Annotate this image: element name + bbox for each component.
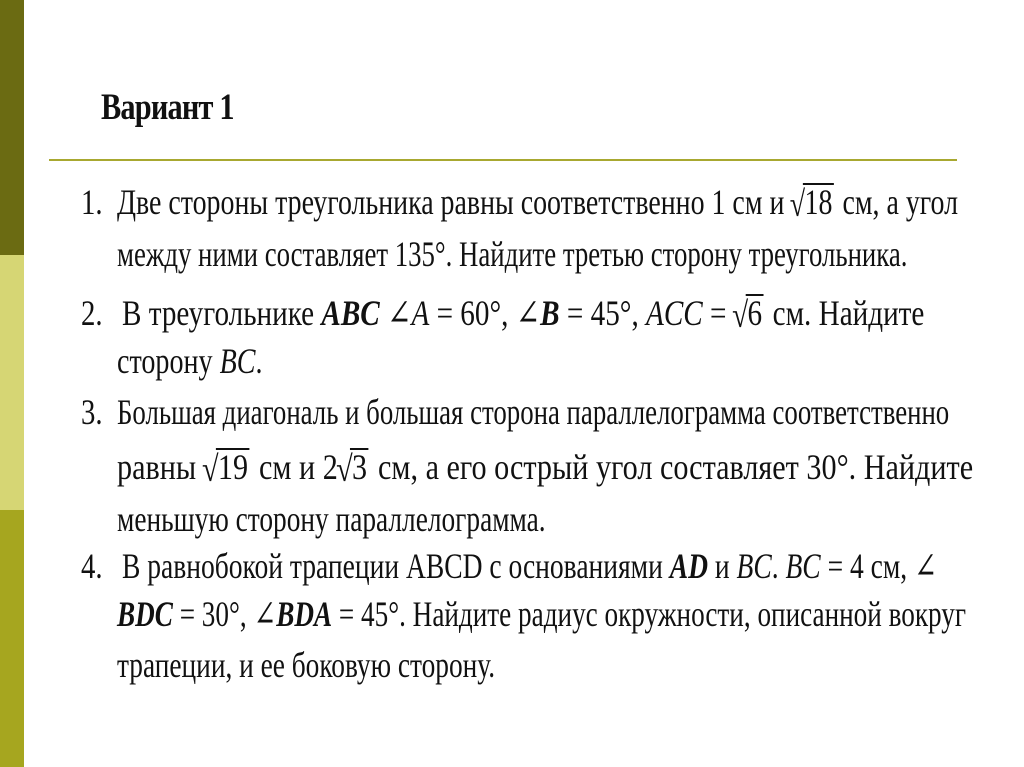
sqrt-symbol: √ 3 [336, 447, 368, 489]
sqrt-symbol: √ 6 [732, 293, 763, 335]
text-span: В равнобокой трапеции ABCD с основаниями [122, 546, 670, 586]
sqrt-symbol: √ 19 [202, 447, 249, 489]
sqrt-argument: 18 [804, 182, 833, 222]
slide-title: Вариант 1 [101, 87, 234, 128]
problem-4-line-2 [117, 594, 966, 634]
text-span: = [702, 293, 734, 333]
sqrt-argument: 6 [747, 293, 763, 333]
problem-3-line-2 [117, 447, 973, 487]
problem-1-line-1 [117, 182, 958, 222]
angle-label: BDC [117, 594, 173, 634]
text-span: . [255, 341, 263, 381]
text-span: см, а угол [835, 182, 959, 222]
problem-4-number: 4. [81, 546, 103, 586]
text-span: = 4 см, ∠ [820, 546, 938, 586]
text-span: равны [117, 447, 204, 487]
base-label: BC [736, 546, 772, 586]
text-span: = 45°. Найдите радиус окружности, описанной вокруг [332, 594, 967, 634]
problem-4-line-1 [122, 546, 937, 586]
problem-3-number: 3. [81, 392, 103, 432]
text-span: сторону [117, 341, 220, 381]
problem-1-line-2: между ними составляет 135°. Найдите третью сторону треугольника. [117, 234, 908, 274]
sqrt-argument: 3 [352, 447, 368, 487]
text-span: см. Найдите [765, 293, 925, 333]
problem-3-line-1: Большая диагональ и большая сторона параллелограмма соответственно [117, 392, 950, 432]
triangle-label: ABC [321, 293, 380, 333]
sqrt-argument: 19 [217, 447, 249, 487]
base-label: AD [669, 546, 709, 586]
problem-1-number: 1. [81, 182, 103, 222]
side-label: BC [219, 341, 256, 381]
problem-2-line-1 [122, 293, 924, 333]
problem-4-line-3: трапеции, и ее боковую сторону. [117, 645, 496, 685]
problem-2-number: 2. [81, 293, 103, 333]
problem-3-line-3: меньшую сторону параллелограмма. [117, 499, 546, 539]
text-span: В треугольнике [122, 293, 322, 333]
problem-2-line-2 [117, 341, 262, 381]
angle-a: ∠A [379, 293, 430, 333]
angle-b-vertex: B [540, 293, 560, 333]
text-span: = 30°, ∠ [172, 594, 277, 634]
text-span: = 60°, ∠ [429, 293, 541, 333]
side-label: BC [785, 546, 821, 586]
text-span: . [771, 546, 786, 586]
text-span: см и 2 [251, 447, 338, 487]
angle-label: BDA [276, 594, 333, 634]
text-span: Две стороны треугольника равны соответственно 1 см и [117, 182, 792, 222]
text-span: и [708, 546, 737, 586]
side-label: ACC [646, 293, 703, 333]
sqrt-symbol: √ 18 [789, 182, 833, 224]
text-span: = 45°, [559, 293, 647, 333]
text-span: см, а его острый угол составляет 30°. Найдите [370, 447, 974, 487]
